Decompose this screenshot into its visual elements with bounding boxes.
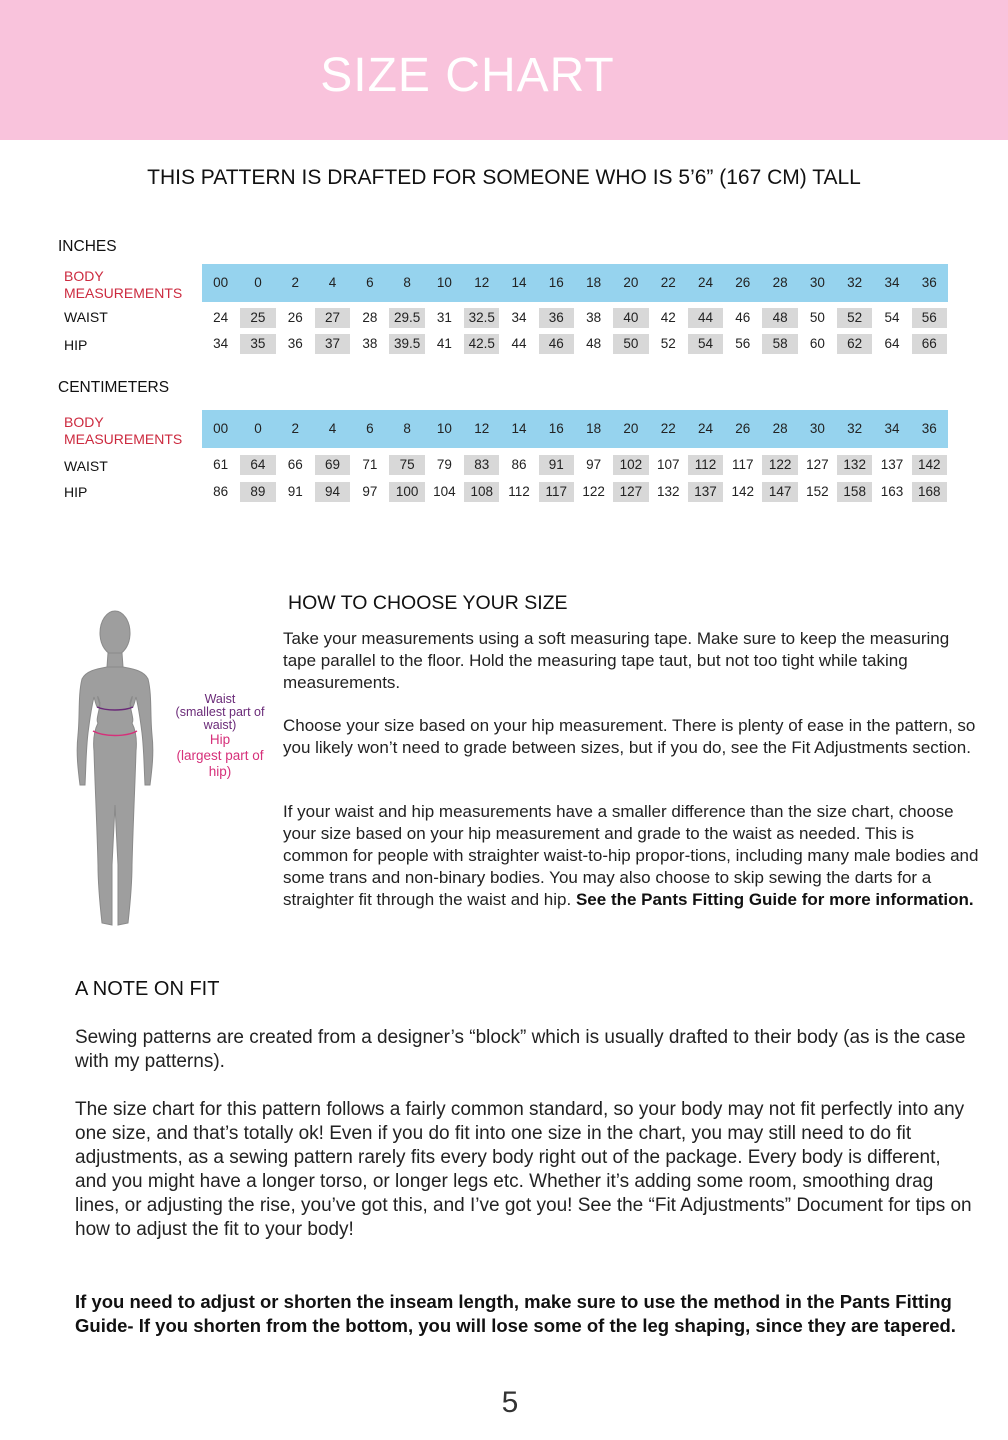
cm-size-cell: 30 (809, 421, 825, 436)
cm-waist-cell: 132 (837, 455, 872, 475)
inches-hip-cell: 48 (586, 336, 602, 351)
cm-hip-cell: 108 (464, 482, 499, 502)
cm-waist-label: WAIST (64, 458, 108, 474)
cm-waist-cell: 97 (586, 457, 602, 472)
cm-waist-cell: 75 (389, 455, 424, 475)
waist-annotation-line3: waist) (203, 718, 237, 732)
inches-hip-cell: 46 (539, 334, 574, 354)
inches-waist-cell: 52 (837, 308, 872, 328)
cm-hip-cell: 127 (613, 482, 648, 502)
inches-hip-cell: 54 (688, 334, 723, 354)
cm-size-cell: 12 (474, 421, 490, 436)
cm-waist-cell: 91 (539, 455, 574, 475)
cm-size-cell: 24 (697, 421, 714, 436)
inches-size-cell: 8 (403, 275, 411, 290)
cm-size-cell: 26 (735, 421, 751, 436)
cm-waist-cell: 79 (436, 457, 452, 472)
hip-annotation-line1: Hip (209, 732, 231, 747)
inches-waist-cell: 25 (240, 308, 275, 328)
inches-hip-cell: 39.5 (389, 334, 424, 354)
cm-size-cell: 28 (772, 421, 788, 436)
inches-waist-cell: 31 (436, 310, 452, 325)
cm-waist-cell: 122 (762, 455, 797, 475)
inches-size-cell: 36 (921, 275, 937, 290)
waist-annotation-line1: Waist (204, 692, 236, 706)
inches-size-cell: 2 (291, 275, 299, 290)
cm-hip-cell: 137 (688, 482, 723, 502)
body-silhouette-icon (60, 605, 170, 940)
inches-body-measurements-label (64, 268, 182, 302)
how-paragraph-3-text: If your waist and hip measurements have a smaller difference than the size chart, choose your size based on your hip measurement and grade to the waist as needed. This is common for people with straighter waist-to-hip propor-tions, including many male bodies and some trans and non-binary bodies. You may also choose to skip sewing the darts for a straighter fit through the waist and hip. (283, 802, 979, 909)
cm-size-cell: 22 (660, 421, 676, 436)
height-note: THIS PATTERN IS DRAFTED FOR SOMEONE WHO IS 5’6” (167 CM) TALL (147, 166, 861, 189)
inches-size-header (202, 264, 948, 302)
inches-waist-cell: 24 (213, 310, 229, 325)
cm-waist-cell: 112 (688, 455, 723, 475)
cm-waist-cell: 127 (806, 457, 829, 472)
cm-waist-cell: 142 (912, 455, 947, 475)
body-label-line2: MEASUREMENTS (64, 431, 183, 447)
cm-size-cell: 36 (921, 421, 937, 436)
cm-waist-cell: 137 (880, 457, 904, 472)
cm-waist-cell: 107 (656, 457, 680, 472)
note-paragraph-1: Sewing patterns are created from a designer’s “block” which is usually drafted to their body (as is the case with my patterns). (75, 1027, 966, 1072)
hip-annotation-line2: (largest part of (176, 748, 264, 763)
cm-waist-cell: 69 (315, 455, 350, 475)
cm-size-cell: 16 (548, 421, 564, 436)
inches-hip-cell: 37 (315, 334, 350, 354)
inches-size-cell: 28 (772, 275, 788, 290)
cm-hip-cell: 147 (762, 482, 797, 502)
cm-hip-cell: 97 (362, 484, 378, 499)
cm-size-cell: 4 (328, 421, 337, 436)
inches-waist-cell: 28 (362, 310, 378, 325)
inches-size-cell: 16 (548, 275, 564, 290)
inches-size-cell: 24 (697, 275, 714, 290)
inches-hip-label: HIP (64, 337, 88, 353)
title-banner (0, 0, 1008, 140)
inches-hip-cell: 62 (837, 334, 872, 354)
inches-hip-cell: 44 (511, 336, 527, 351)
cm-size-cell: 00 (213, 421, 229, 436)
cm-body-measurements-label (64, 414, 182, 448)
inches-size-cell: 34 (884, 275, 900, 290)
inches-size-cell: 20 (623, 275, 639, 290)
inches-waist-cell: 26 (287, 310, 303, 325)
cm-size-cell: 2 (291, 421, 299, 436)
page-title: SIZE CHART (320, 49, 615, 102)
inches-size-cell: 12 (474, 275, 490, 290)
cm-hip-cell: 94 (315, 482, 350, 502)
inches-size-cell: 30 (809, 275, 825, 290)
cm-size-cell: 0 (254, 421, 262, 436)
inches-size-cell: 22 (660, 275, 676, 290)
inches-size-cell: 4 (328, 275, 337, 290)
inches-hip-cell: 60 (809, 336, 825, 351)
page-number: 5 (501, 1386, 519, 1419)
inches-hip-cell: 42.5 (464, 334, 499, 354)
inches-waist-cell: 40 (613, 308, 648, 328)
how-paragraph-2: Choose your size based on your hip measurement. There is plenty of ease in the pattern, so you likely won’t need to grade between sizes, but if you do, see the Fit Adjustments section. (283, 716, 976, 757)
inches-waist-cell: 29.5 (389, 308, 424, 328)
hip-annotation (165, 732, 275, 780)
cm-waist-cell: 86 (511, 457, 527, 472)
inches-waist-cell: 36 (539, 308, 574, 328)
inches-waist-row (202, 308, 948, 328)
inches-waist-cell: 27 (315, 308, 350, 328)
inches-waist-cell: 32.5 (464, 308, 499, 328)
waist-annotation (165, 693, 275, 732)
cm-waist-cell: 117 (732, 457, 754, 472)
inches-waist-cell: 44 (688, 308, 723, 328)
cm-size-cell: 14 (511, 421, 527, 436)
cm-hip-cell: 122 (582, 484, 605, 499)
cm-hip-cell: 132 (656, 484, 680, 499)
cm-waist-cell: 61 (213, 457, 229, 472)
cm-size-header (202, 410, 948, 448)
cm-hip-cell: 91 (287, 484, 303, 499)
inches-hip-cell: 52 (660, 336, 676, 351)
inches-label: INCHES (58, 238, 117, 255)
hip-annotation-line3: hip) (208, 764, 232, 779)
inches-size-cell: 0 (254, 275, 262, 290)
cm-hip-cell: 142 (731, 484, 755, 499)
inches-waist-cell: 48 (762, 308, 797, 328)
pants-fitting-guide-reference: See the Pants Fitting Guide for more information. (575, 890, 974, 909)
inches-hip-cell: 38 (362, 336, 378, 351)
body-label-line1: BODY (64, 268, 104, 284)
cm-waist-cell: 71 (362, 457, 378, 472)
cm-hip-label: HIP (64, 484, 88, 500)
cm-size-cell: 8 (403, 421, 411, 436)
cm-size-cell: 6 (366, 421, 374, 436)
cm-hip-cell: 168 (912, 482, 947, 502)
inches-size-cell: 10 (436, 275, 452, 290)
inches-hip-cell: 50 (613, 334, 648, 354)
inches-waist-cell: 34 (511, 310, 527, 325)
note-paragraph-2: The size chart for this pattern follows a fairly common standard, so your body may not fit perfectly into any one size, and that’s totally ok! Even if you do fit into one size in the chart, you may still need to do fit adjustments, as a sewing pattern rarely fits every body right out of the package. Every body is different, and you might have a longer torso, or longer legs etc. Whether it’s adding some room, smoothing drag lines, or adjusting the rise, you’ve got this, and I’ve got you! See the “Fit Adjustments” Document for tips on how to adjust the fit to your body! (75, 1099, 972, 1240)
cm-waist-cell: 66 (287, 457, 303, 472)
note-on-fit-heading: A NOTE ON FIT (75, 978, 220, 1000)
inches-hip-cell: 56 (735, 336, 751, 351)
cm-waist-cell: 83 (464, 455, 499, 475)
cm-hip-cell: 86 (213, 484, 229, 499)
inches-hip-row (202, 334, 948, 354)
how-paragraph-3 (283, 801, 983, 911)
cm-size-cell: 34 (884, 421, 900, 436)
cm-hip-cell: 152 (806, 484, 829, 499)
how-to-choose-heading: HOW TO CHOOSE YOUR SIZE (288, 592, 568, 614)
cm-hip-cell: 100 (389, 482, 424, 502)
inches-waist-cell: 46 (735, 310, 751, 325)
cm-hip-cell: 158 (837, 482, 872, 502)
cm-waist-cell: 64 (240, 455, 275, 475)
body-label-line2: MEASUREMENTS (64, 285, 183, 301)
inches-hip-cell: 66 (912, 334, 947, 354)
inches-hip-cell: 64 (884, 336, 900, 351)
cm-hip-cell: 104 (433, 484, 456, 499)
inches-hip-cell: 58 (762, 334, 797, 354)
inches-waist-cell: 50 (809, 310, 825, 325)
how-paragraph-1: Take your measurements using a soft measuring tape. Make sure to keep the measuring tape parallel to the floor. Hold the measuring tape taut, but not too tight while taking measurements. (283, 629, 950, 692)
cm-waist-cell: 102 (613, 455, 648, 475)
inches-size-cell: 6 (366, 275, 374, 290)
centimeters-label: CENTIMETERS (58, 379, 170, 396)
cm-size-cell: 32 (847, 421, 863, 436)
inches-hip-cell: 34 (213, 336, 229, 351)
cm-size-cell: 18 (586, 421, 602, 436)
cm-hip-row (202, 482, 948, 502)
inches-size-cell: 18 (586, 275, 602, 290)
inches-size-cell: 32 (847, 275, 863, 290)
cm-hip-cell: 112 (508, 484, 530, 499)
inches-waist-cell: 56 (912, 308, 947, 328)
cm-hip-cell: 89 (240, 482, 275, 502)
inches-hip-cell: 35 (240, 334, 275, 354)
inches-waist-cell: 54 (884, 310, 900, 325)
body-figure-illustration (60, 605, 280, 940)
inches-size-cell: 14 (511, 275, 527, 290)
waist-annotation-line2: (smallest part of (175, 705, 265, 719)
inches-size-cell: 00 (213, 275, 229, 290)
inches-waist-cell: 42 (660, 310, 676, 325)
cm-hip-cell: 163 (880, 484, 904, 499)
inches-hip-cell: 41 (436, 336, 452, 351)
inches-waist-label: WAIST (64, 309, 108, 325)
body-label-line1: BODY (64, 414, 104, 430)
inches-waist-cell: 38 (586, 310, 602, 325)
cm-hip-cell: 117 (539, 482, 574, 502)
note-paragraph-3-bold: If you need to adjust or shorten the inseam length, make sure to use the method in the Pants Fitting Guide- If you shorten from the bottom, you will lose some of the leg shaping, since they are tapered. (75, 1291, 956, 1336)
inches-size-cell: 26 (735, 275, 751, 290)
cm-waist-row (202, 455, 948, 475)
cm-size-cell: 10 (436, 421, 452, 436)
inches-hip-cell: 36 (287, 336, 303, 351)
cm-size-cell: 20 (623, 421, 639, 436)
